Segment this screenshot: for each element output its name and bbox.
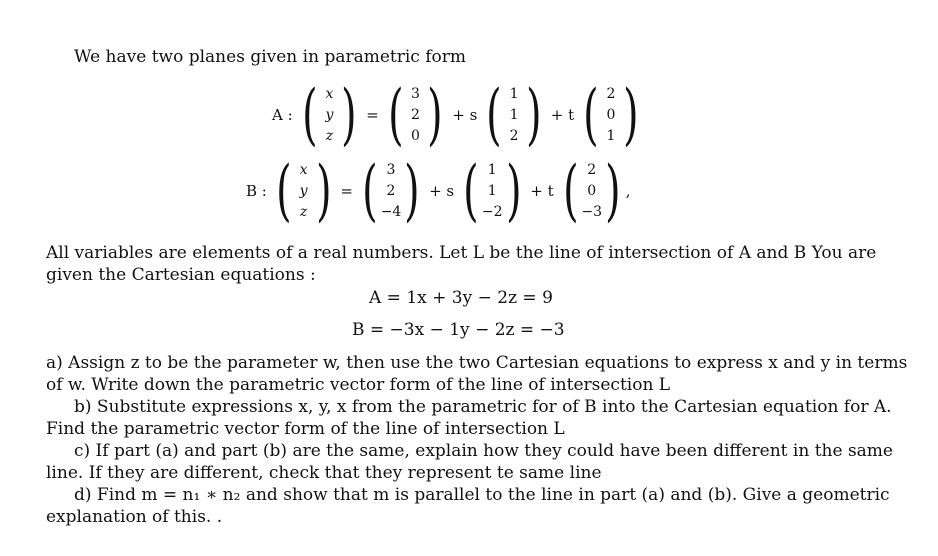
vec-entry: 2 — [587, 161, 597, 178]
equals-sign: = — [340, 182, 353, 200]
trailing-comma: , — [625, 182, 631, 200]
plane-a-direction-1: ( 1 1 2 ) — [486, 76, 542, 153]
part-b-line: Find the parametric vector form of the line of intersection L — [46, 419, 565, 439]
vec-entry: y — [325, 106, 334, 123]
vec-entry: −4 — [380, 203, 402, 220]
vec-entry: z — [325, 127, 334, 144]
plus-s: + s — [452, 106, 478, 124]
intro-text: We have two planes given in parametric form — [74, 47, 466, 67]
plane-a-point-vector: ( 3 2 0 ) — [387, 76, 444, 153]
equals-sign: = — [366, 106, 379, 124]
vec-entry: 0 — [606, 106, 616, 123]
part-a-line: a) Assign z to be the parameter w, then use the two Cartesian equations to express x and y in terms — [46, 353, 908, 373]
paragraph-line: All variables are elements of a real numbers. Let L be the line of intersection of A and B You are — [46, 243, 877, 263]
plane-b-lhs-vector: ( x y z ) — [276, 152, 332, 229]
plane-b-label: B : — [246, 182, 267, 200]
vec-entry: 3 — [386, 161, 396, 178]
vec-entry: 1 — [606, 127, 616, 144]
vec-entry: y — [299, 182, 308, 199]
vec-entry: z — [299, 203, 308, 220]
plus-t: + t — [550, 106, 575, 124]
part-c-line: c) If part (a) and part (b) are the same, explain how they could have been different in the same — [74, 441, 893, 461]
plane-a-equation — [272, 76, 642, 153]
plane-a-label: A : — [272, 106, 293, 124]
plus-t: + t — [530, 182, 554, 200]
vec-entry: 3 — [411, 85, 420, 102]
cartesian-equation-a: A = 1x + 3y − 2z = 9 — [369, 288, 553, 308]
vec-entry: 0 — [411, 127, 420, 144]
plane-b-point-vector: ( 3 2 −4 ) — [362, 152, 420, 229]
plane-b-direction-1: ( 1 1 −2 ) — [463, 152, 522, 229]
part-d-line: explanation of this. . — [46, 507, 223, 527]
vec-entry: x — [325, 85, 334, 102]
part-a-line: of w. Write down the parametric vector form of the line of intersection L — [46, 375, 671, 395]
vec-entry: 2 — [606, 85, 616, 102]
part-b-line: b) Substitute expressions x, y, x from the parametric for of B into the Cartesian equation for A. — [74, 397, 892, 417]
vec-entry: −3 — [581, 203, 603, 220]
plane-b-equation — [246, 152, 631, 229]
part-c-line: line. If they are different, check that they represent te same line — [46, 463, 602, 483]
vec-entry: 2 — [411, 106, 420, 123]
vec-entry: 1 — [487, 161, 497, 178]
cartesian-equation-b: B = −3x − 1y − 2z = −3 — [352, 320, 565, 340]
vec-entry: x — [299, 161, 308, 178]
vec-entry: 0 — [587, 182, 597, 199]
vec-entry: 2 — [386, 182, 396, 199]
vec-entry: 1 — [487, 182, 497, 199]
plane-a-direction-2: ( 2 0 1 ) — [583, 76, 639, 153]
plane-a-lhs-vector: ( x y z ) — [301, 76, 358, 153]
part-d-line: d) Find m = n₁ ∗ n₂ and show that m is parallel to the line in part (a) and (b). Give a geometric — [74, 485, 890, 505]
vec-entry: 1 — [509, 85, 519, 102]
plus-s: + s — [429, 182, 455, 200]
paragraph-line: given the Cartesian equations : — [46, 265, 316, 285]
vec-entry: −2 — [481, 203, 503, 220]
vec-entry: 2 — [509, 127, 519, 144]
vec-entry: 1 — [509, 106, 519, 123]
plane-b-direction-2: ( 2 0 −3 ) — [562, 152, 621, 229]
